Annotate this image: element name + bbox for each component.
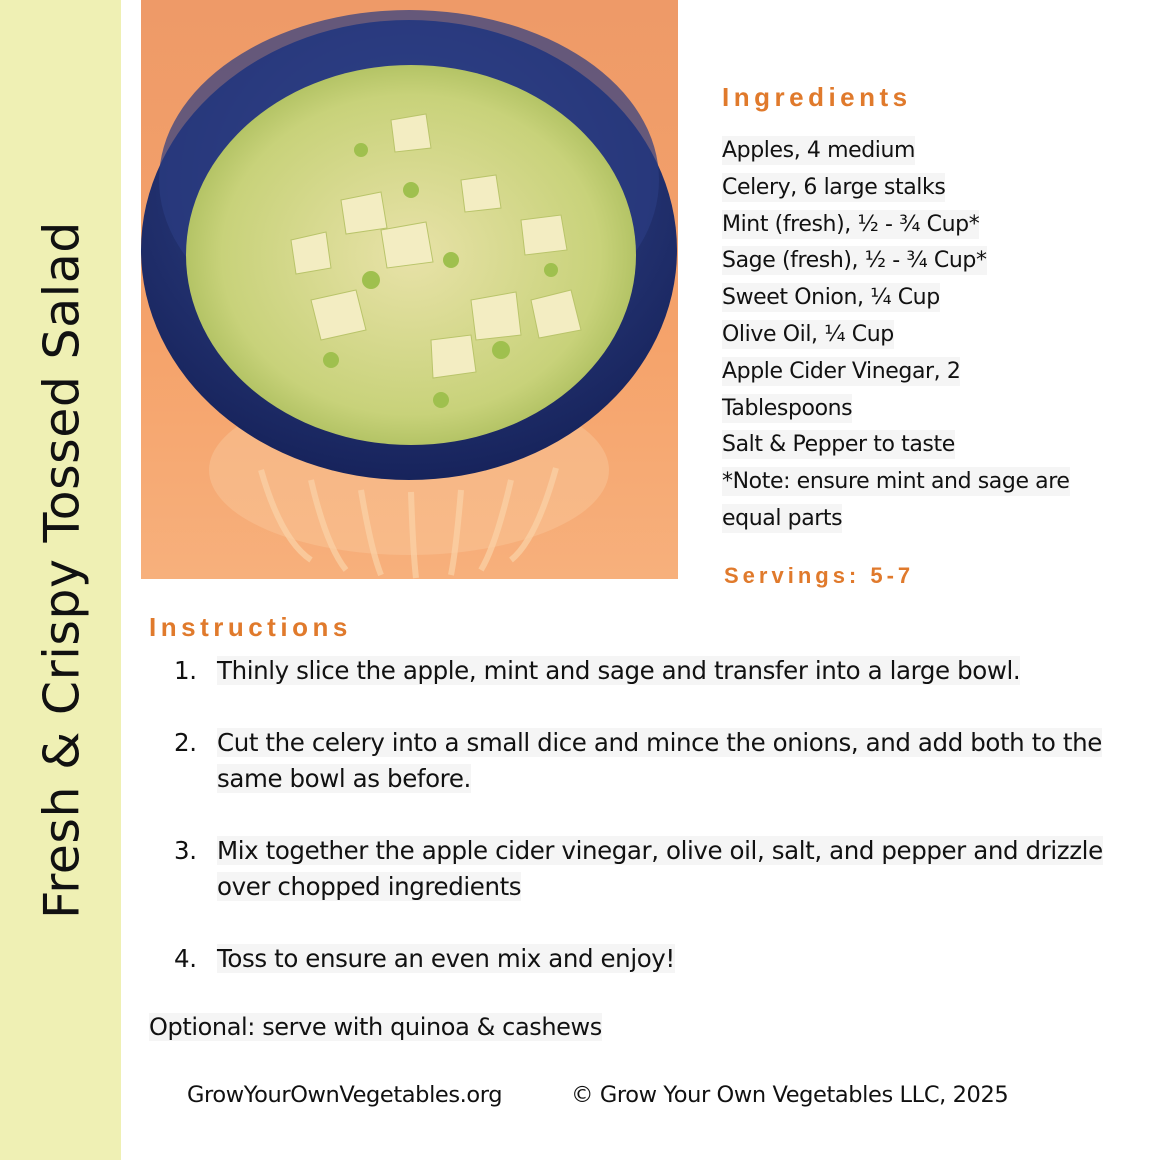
ingredient-item: Olive Oil, ¼ Cup xyxy=(722,321,894,347)
instruction-step xyxy=(140,833,1110,905)
step-text: Cut the celery into a small dice and mince the onions, and add both to the same bowl as before. xyxy=(217,728,1102,793)
ingredient-item: Mint (fresh), ½ - ¾ Cup* xyxy=(722,211,980,237)
ingredient-item: Sweet Onion, ¼ Cup xyxy=(722,285,940,311)
footer-copyright: © Grow Your Own Vegetables LLC, 2025 xyxy=(571,1082,1009,1108)
ingredient-item: Apples, 4 medium xyxy=(722,138,916,163)
instructions-heading: Instructions xyxy=(149,612,352,642)
ingredient-item: equal parts xyxy=(722,505,843,531)
step-number: 2. xyxy=(174,728,197,757)
instruction-step xyxy=(140,653,1110,689)
salad-photo xyxy=(141,0,678,579)
ingredient-item: Sage (fresh), ½ - ¾ Cup* xyxy=(722,248,987,274)
footer-website: GrowYourOwnVegetables.org xyxy=(187,1082,503,1108)
optional-note: Optional: serve with quinoa & cashews xyxy=(149,1013,602,1041)
recipe-title: Fresh & Crispy Tossed Salad xyxy=(33,221,91,919)
title-strip xyxy=(0,0,121,1160)
ingredient-item: Salt & Pepper to taste xyxy=(722,432,955,458)
instruction-step xyxy=(140,941,1110,977)
step-number: 1. xyxy=(174,656,197,685)
ingredients-heading: Ingredients xyxy=(722,82,912,112)
ingredient-item: *Note: ensure mint and sage are xyxy=(722,469,1070,495)
step-text: Thinly slice the apple, mint and sage and transfer into a large bowl. xyxy=(217,656,1021,685)
ingredient-item: Apple Cider Vinegar, 2 xyxy=(722,358,961,384)
instruction-step xyxy=(140,725,1110,797)
ingredient-item: Tablespoons xyxy=(722,395,853,421)
servings: Servings: 5-7 xyxy=(724,563,915,588)
step-number: 3. xyxy=(174,836,197,865)
step-text: Toss to ensure an even mix and enjoy! xyxy=(217,944,675,973)
instructions-list xyxy=(140,653,1110,977)
ingredients-list xyxy=(722,133,1102,538)
step-number: 4. xyxy=(174,944,197,973)
ingredient-item: Celery, 6 large stalks xyxy=(722,174,946,200)
step-text: Mix together the apple cider vinegar, olive oil, salt, and pepper and drizzle over chopped ingredients xyxy=(217,836,1103,901)
